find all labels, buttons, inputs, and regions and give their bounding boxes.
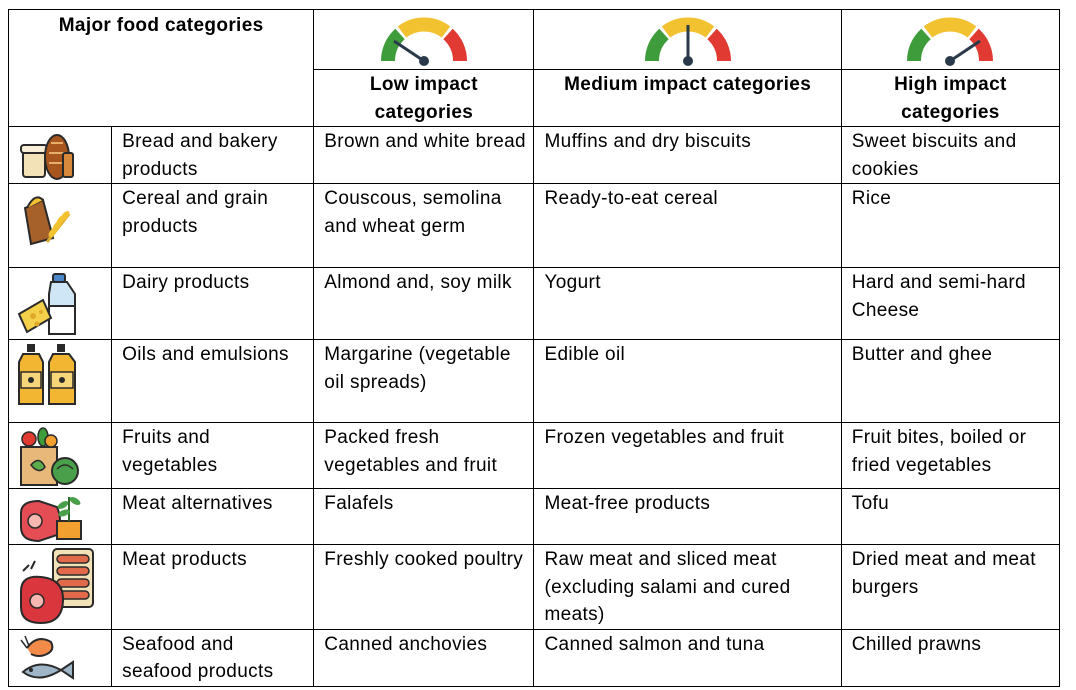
icon-cell: [9, 340, 112, 423]
food-impact-table-wrapper: [8, 9, 1060, 687]
low-impact-cell: Brown and white bread: [314, 127, 534, 184]
low-impact-cell: Packed fresh vegetables and fruit: [314, 423, 534, 489]
table-row: [9, 340, 1060, 423]
table-row: [9, 184, 1060, 268]
table-row: [9, 545, 1060, 630]
icon-cell: [9, 545, 112, 630]
high-impact-cell: Fruit bites, boiled or fried vegetables: [841, 423, 1059, 489]
table-row: [9, 423, 1060, 489]
high-impact-cell: Butter and ghee: [841, 340, 1059, 423]
low-impact-cell: Almond and, soy milk: [314, 268, 534, 340]
low-impact-cell: Couscous, semolina and wheat germ: [314, 184, 534, 268]
category-label: Meat alternatives: [112, 489, 314, 545]
meat-alternative-icon: [17, 491, 87, 543]
table-row: [9, 127, 1060, 184]
high-impact-cell: Sweet biscuits and cookies: [841, 127, 1059, 184]
high-impact-cell: Rice: [841, 184, 1059, 268]
cereal-grain-icon: [17, 186, 77, 246]
category-label: Bread and bakery products: [112, 127, 314, 184]
medium-impact-cell: Edible oil: [534, 340, 841, 423]
category-label: Seafood and seafood products: [112, 629, 314, 686]
category-label: Fruits and vegetables: [112, 423, 314, 489]
meat-products-icon: [17, 547, 97, 625]
medium-impact-gauge-icon: [638, 11, 738, 69]
medium-impact-cell: Ready-to-eat cereal: [534, 184, 841, 268]
dairy-icon: [17, 270, 81, 338]
table-row: [9, 268, 1060, 340]
high-impact-cell: Dried meat and meat burgers: [841, 545, 1059, 630]
high-impact-cell: Tofu: [841, 489, 1059, 545]
category-label: Meat products: [112, 545, 314, 630]
icon-cell: [9, 423, 112, 489]
medium-impact-cell: Muffins and dry biscuits: [534, 127, 841, 184]
medium-impact-cell: Raw meat and sliced meat (excluding salami and cured meats): [534, 545, 841, 630]
table-row: [9, 489, 1060, 545]
low-impact-cell: Falafels: [314, 489, 534, 545]
bread-bakery-icon: [17, 129, 77, 181]
high-impact-gauge-icon: [900, 11, 1000, 69]
icon-cell: [9, 268, 112, 340]
icon-cell: [9, 127, 112, 184]
icon-cell: [9, 489, 112, 545]
high-impact-gauge-cell: [841, 10, 1059, 70]
table-row: [9, 629, 1060, 686]
seafood-icon: [17, 632, 77, 686]
icon-cell: [9, 629, 112, 686]
low-impact-gauge-cell: [314, 10, 534, 70]
high-impact-cell: Chilled prawns: [841, 629, 1059, 686]
oil-bottles-icon: [17, 342, 81, 406]
low-impact-gauge-icon: [374, 11, 474, 69]
medium-impact-cell: Meat-free products: [534, 489, 841, 545]
category-label: Dairy products: [112, 268, 314, 340]
high-impact-cell: Hard and semi-hard Cheese: [841, 268, 1059, 340]
low-impact-column-header: Low impact categories: [314, 70, 534, 127]
low-impact-cell: Canned anchovies: [314, 629, 534, 686]
medium-impact-cell: Yogurt: [534, 268, 841, 340]
medium-impact-cell: Canned salmon and tuna: [534, 629, 841, 686]
fruit-vegetables-icon: [17, 425, 83, 487]
medium-impact-gauge-cell: [534, 10, 841, 70]
major-food-categories-header: Major food categories: [9, 10, 314, 127]
medium-impact-column-header: Medium impact categories: [534, 70, 841, 127]
high-impact-column-header: High impact categories: [841, 70, 1059, 127]
low-impact-cell: Freshly cooked poultry: [314, 545, 534, 630]
low-impact-cell: Margarine (vegetable oil spreads): [314, 340, 534, 423]
food-impact-table: [8, 9, 1060, 687]
icon-cell: [9, 184, 112, 268]
category-label: Oils and emulsions: [112, 340, 314, 423]
medium-impact-cell: Frozen vegetables and fruit: [534, 423, 841, 489]
category-label: Cereal and grain products: [112, 184, 314, 268]
